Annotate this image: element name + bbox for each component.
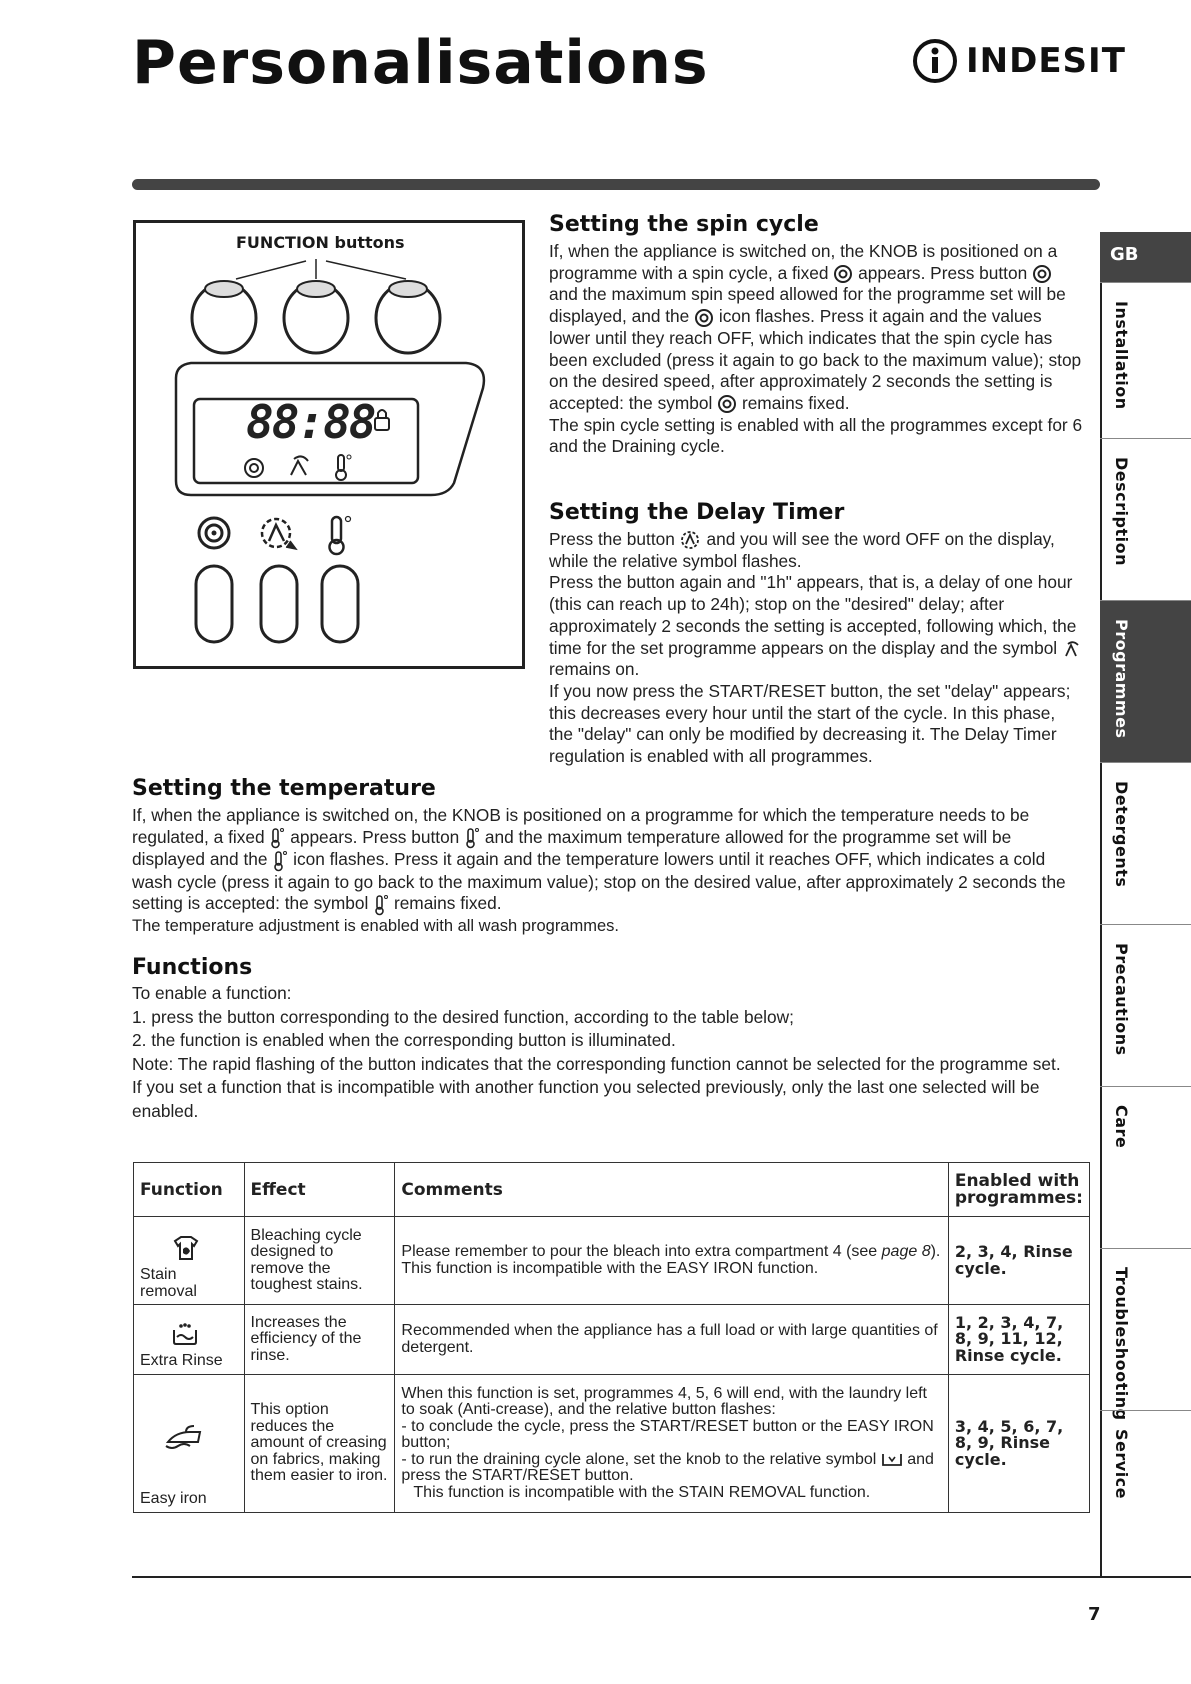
temperature-button-icon: [330, 517, 351, 555]
comment-text: and press the START/RESET button.: [401, 1450, 934, 1485]
programmes-cell: 2, 3, 4, Rinse cycle.: [948, 1217, 1089, 1305]
functions-note: Note: The rapid flashing of the button indicates that the corresponding function cannot be selected for the programme set.: [132, 1053, 1061, 1074]
functions-step-2: 2. the function is enabled when the corresponding button is illuminated.: [132, 1030, 676, 1050]
spin-icon: [833, 264, 853, 284]
tab-installation[interactable]: Installation: [1100, 282, 1191, 438]
function-name: Easy iron: [140, 1490, 207, 1507]
spin-section: [549, 212, 1084, 458]
temperature-heading: Setting the temperature: [132, 776, 436, 801]
spin-icon: [717, 394, 737, 414]
tab-detergents[interactable]: Detergents: [1100, 762, 1191, 924]
delay-symbol-icon: [1062, 640, 1082, 658]
delay-button: [261, 566, 297, 642]
header-rule: [132, 179, 1100, 190]
function-cell: [134, 1305, 245, 1375]
comment-text: - to run the draining cycle alone, set the knob to the relative symbol: [401, 1450, 877, 1468]
spin-button: [196, 566, 232, 642]
extra-rinse-icon: [172, 1322, 198, 1346]
thermometer-icon: [269, 827, 285, 849]
display-delay-icon: [291, 456, 308, 475]
section-tabs: [1100, 232, 1191, 1560]
delay-icon: [680, 530, 702, 550]
temperature-section: [132, 776, 1084, 937]
function-name: Extra Rinse: [140, 1352, 223, 1369]
function-cell: [134, 1375, 245, 1513]
delay-text-2: and you will see the word OFF on the display, while the relative symbol flashes.: [549, 529, 1055, 571]
function-name: Stain removal: [140, 1266, 197, 1300]
col-programmes: Enabled with programmes:: [948, 1163, 1089, 1217]
col-function: Function: [134, 1163, 245, 1217]
programmes-cell: 1, 2, 3, 4, 7, 8, 9, 11, 12, Rinse cycle.: [948, 1305, 1089, 1375]
delay-text-3: Press the button again and "1h" appears, that is, a delay of one hour (this can reach up to 24h); stop on the "desired" delay; after approximately 2 seconds the setting is accepted, following which, the time for the set programme appears on the display and the symbol: [549, 572, 1077, 658]
col-effect: Effect: [244, 1163, 395, 1217]
temperature-text-3: and the maximum temperature allowed for the programme set will be displayed and the: [132, 826, 1012, 870]
comment-text: Please remember to pour the bleach into extra compartment 4 (see: [401, 1243, 882, 1260]
comment-text: - to conclude the cycle, press the START/RESET button or the EASY IRON button;: [401, 1417, 934, 1452]
display-spin-icon: [245, 459, 263, 477]
effect-cell: Increases the efficiency of the rinse.: [244, 1305, 395, 1375]
page-title: Personalisations: [132, 28, 709, 98]
spin-button-icon: [199, 518, 229, 548]
thermometer-icon: [373, 894, 389, 916]
delay-section: [549, 500, 1084, 768]
spin-text-2: appears. Press button: [858, 262, 1028, 283]
tab-description[interactable]: Description: [1100, 438, 1191, 600]
page-number: 7: [1088, 1604, 1101, 1625]
comment-cell: [395, 1375, 948, 1513]
brand-name: INDESIT: [966, 41, 1126, 81]
table-row: [134, 1217, 1090, 1305]
language-tab-gb[interactable]: GB: [1100, 232, 1191, 282]
indesit-logo: [912, 38, 1126, 84]
function-button-1: [192, 281, 256, 353]
functions-intro: To enable a function:: [132, 983, 292, 1003]
spin-text-5: remains fixed.: [741, 392, 850, 413]
delay-text-1: Press the button: [549, 529, 675, 549]
lock-icon: [375, 410, 389, 430]
display-temperature-icon: [336, 455, 351, 480]
comment-text: When this function is set, programmes 4, 5, 6 will end, with the laundry left to soak (Anti-crease), and the relative button flashes:: [401, 1384, 927, 1419]
comment-text: ).: [930, 1243, 941, 1260]
tab-precautions[interactable]: Precautions: [1100, 924, 1191, 1086]
display-digits: 88:88: [246, 395, 375, 449]
temperature-text-5: remains fixed.: [393, 893, 502, 914]
spin-icon: [694, 308, 714, 328]
table-row: [134, 1375, 1090, 1513]
function-button-2: [284, 281, 348, 353]
functions-section: [132, 955, 1084, 1123]
tab-care[interactable]: Care: [1100, 1086, 1191, 1248]
spin-text-4: icon flashes. Press it again and the values lower until they reach OFF, which indicates that the spin cycle has been excluded (press it again to go back to the maximum value); stop on the desired speed, after approximately 2 seconds the setting is accepted: the symbol: [549, 306, 1082, 413]
temperature-text-6: The temperature adjustment is enabled with all wash programmes.: [132, 916, 619, 935]
footer-rule: [132, 1576, 1191, 1578]
temperature-button: [322, 566, 358, 642]
temperature-text-2: appears. Press button: [290, 826, 460, 847]
temperature-text-4: icon flashes. Press it again and the temperature lowers until it reaches OFF, which indicates a cold wash cycle (press it again to go back to the maximum value); stop on the desired value, after approximately 2 seconds the setting is accepted: the symbol: [132, 849, 1066, 914]
spin-icon: [1032, 264, 1052, 284]
tab-troubleshooting[interactable]: Troubleshooting: [1100, 1248, 1191, 1410]
functions-incompat: If you set a function that is incompatible with another function you selected previously, only the last one selected will be enabled.: [132, 1077, 1040, 1121]
function-buttons-label: FUNCTION buttons: [236, 233, 405, 252]
delay-text-4: remains on.: [549, 659, 640, 680]
functions-heading: Functions: [132, 955, 253, 980]
thermometer-icon: [464, 827, 480, 849]
tab-programmes[interactable]: Programmes: [1100, 600, 1191, 762]
indesit-info-icon: [912, 38, 958, 84]
spin-heading: Setting the spin cycle: [549, 212, 819, 237]
comment-text: This function is incompatible with the STAIN REMOVAL function.: [413, 1483, 871, 1501]
delay-heading: Setting the Delay Timer: [549, 500, 845, 525]
control-panel-diagram: [133, 220, 525, 669]
spin-text-1: If, when the appliance is switched on, the KNOB is positioned on a programme with a spin cycle, a fixed: [549, 241, 1058, 283]
drain-icon: [881, 1452, 903, 1468]
function-button-3: [376, 281, 440, 353]
delay-text-5: If you now press the START/RESET button, the set "delay" appears; this decreases every hour until the start of the cycle. In this phase, the "delay" can only be modified by decreasing it. The Delay Timer regulation is enabled with all programmes.: [549, 680, 1071, 767]
programmes-cell: 3, 4, 5, 6, 7, 8, 9, Rinse cycle.: [948, 1375, 1089, 1513]
col-comments: Comments: [395, 1163, 948, 1217]
functions-table: [133, 1162, 1090, 1513]
page-reference: page 8: [881, 1243, 931, 1260]
functions-step-1: 1. press the button corresponding to the desired function, according to the table below;: [132, 1006, 794, 1027]
stain-removal-icon: [172, 1235, 200, 1261]
table-header-row: [134, 1163, 1090, 1217]
comment-text: This function is incompatible with the EASY IRON function.: [401, 1259, 819, 1277]
effect-cell: This option reduces the amount of creasing on fabrics, making them easier to iron.: [244, 1375, 395, 1513]
effect-cell: Bleaching cycle designed to remove the toughest stains.: [244, 1217, 395, 1305]
temperature-text-1: If, when the appliance is switched on, the KNOB is positioned on a programme for which the temperature needs to be regulated, a fixed: [132, 805, 1030, 847]
spin-text-3: and the maximum spin speed allowed for the programme set will be displayed, and the: [549, 284, 1066, 327]
delay-button-icon: [262, 519, 296, 549]
comment-cell: [395, 1217, 948, 1305]
function-cell: [134, 1217, 245, 1305]
easy-iron-icon: [164, 1424, 204, 1450]
thermometer-icon: [272, 850, 288, 872]
spin-text-6: The spin cycle setting is enabled with all the programmes except for 6 and the Draining cycle.: [549, 414, 1083, 457]
tab-service[interactable]: Service: [1100, 1410, 1191, 1560]
table-row: [134, 1305, 1090, 1375]
comment-cell: Recommended when the appliance has a full load or with large quantities of detergent.: [395, 1305, 948, 1375]
